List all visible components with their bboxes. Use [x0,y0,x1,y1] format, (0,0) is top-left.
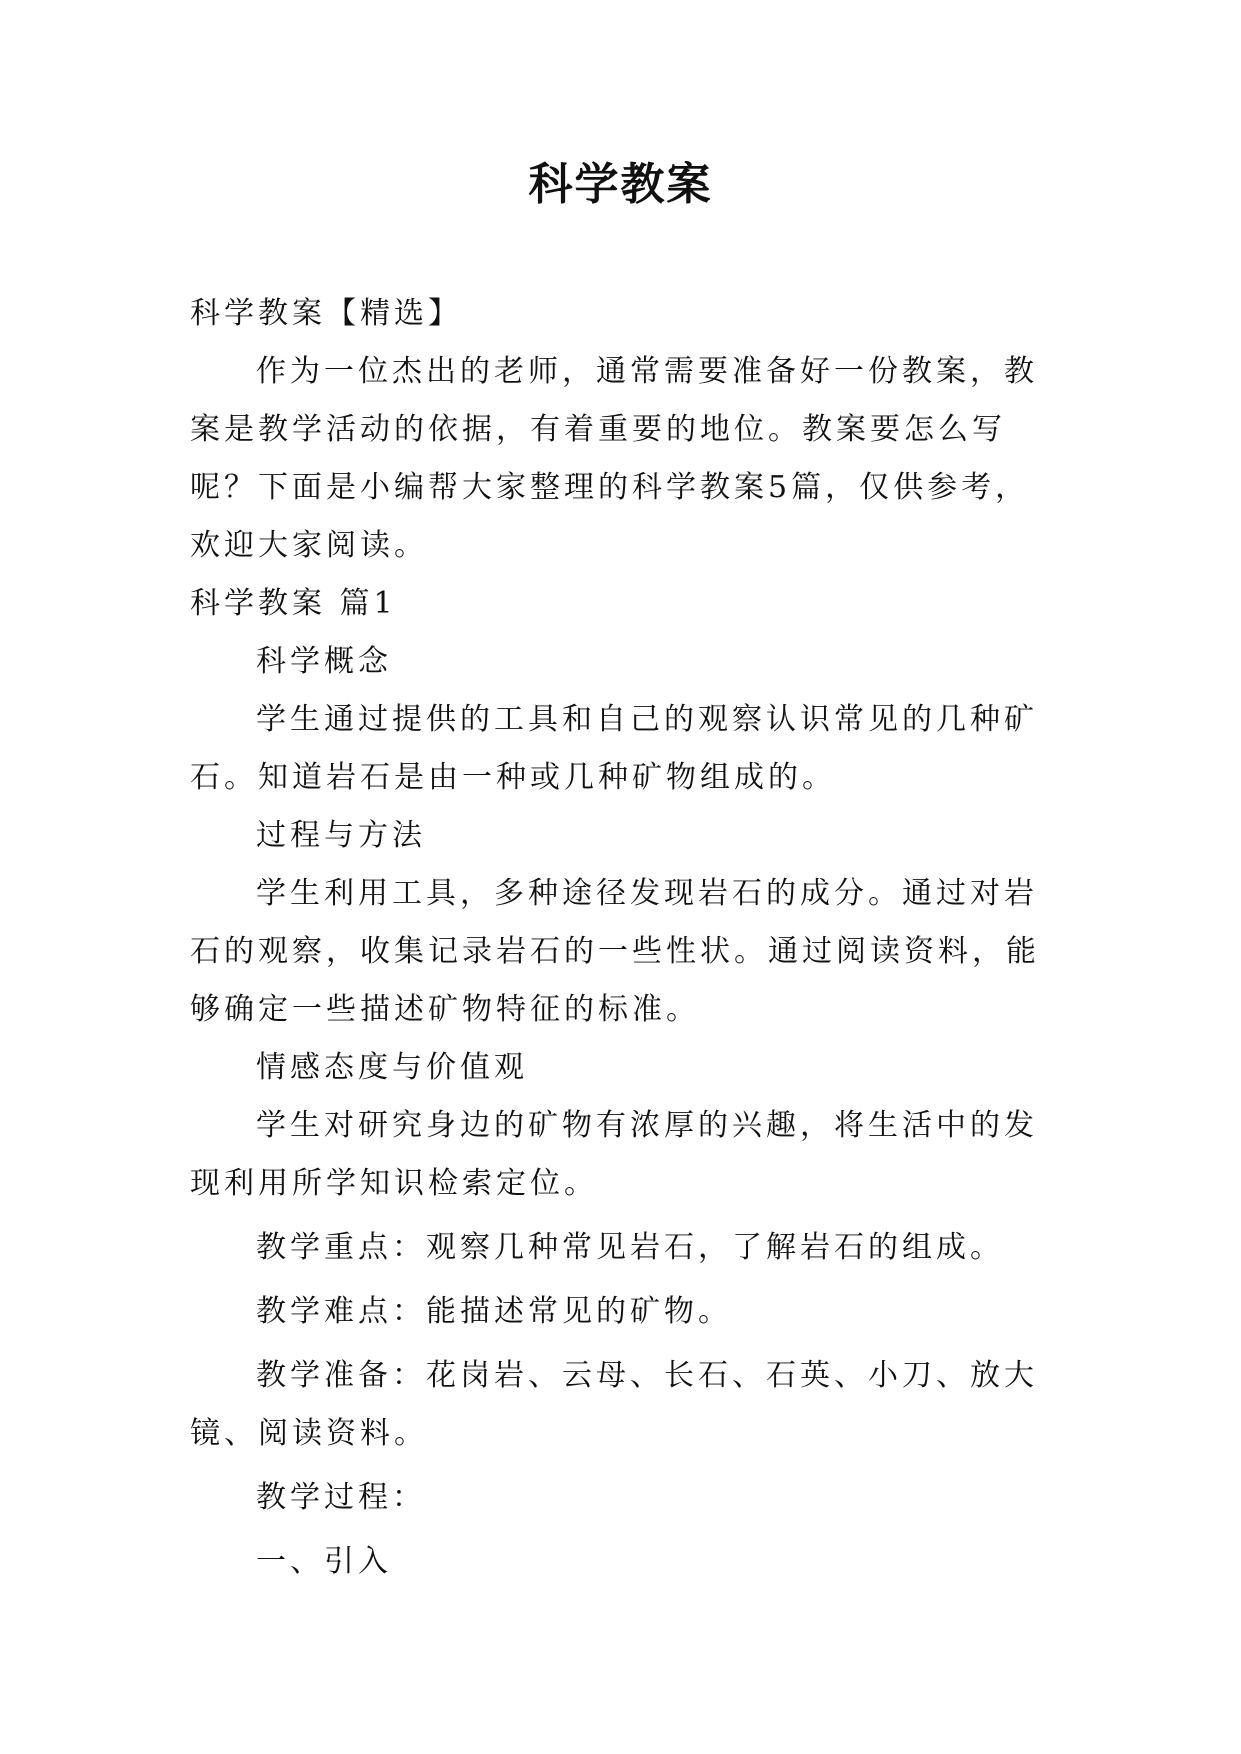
attitude-paragraph: 学生对研究身边的矿物有浓厚的兴趣，将生活中的发现利用所学知识检索定位。 [190,1108,1038,1201]
document-body [190,285,1050,1591]
preparation-paragraph: 教学准备：花岗岩、云母、长石、石英、小刀、放大镜、阅读资料。 [190,1358,1038,1451]
step-one: 一、引入 [256,1544,392,1579]
process-paragraph: 学生利用工具，多种途径发现岩石的成分。通过对岩石的观察，收集记录岩石的一些性状。通过阅读资料，能够确定一些描述矿物特征的标准。 [190,876,1040,1027]
concept-heading: 科学概念 [256,644,392,679]
process-heading: 过程与方法 [256,818,426,853]
difficulty-point: 教学难点：能描述常见的矿物。 [256,1294,732,1329]
document-title: 科学教案 [528,159,713,210]
concept-paragraph: 学生通过提供的工具和自己的观察认识常见的几种矿石。知道岩石是由一种或几种矿物组成的。 [190,702,1038,795]
intro-paragraph: 作为一位杰出的老师，通常需要准备好一份教案，教案是教学活动的依据，有着重要的地位。教案要怎么写呢？下面是小编帮大家整理的科学教案5篇，仅供参考，欢迎大家阅读。 [190,354,1038,563]
doc-subtitle: 科学教案【精选】 [190,296,462,331]
process-title: 教学过程： [256,1480,426,1515]
attitude-heading: 情感态度与价值观 [256,1050,528,1085]
key-point: 教学重点：观察几种常见岩石，了解岩石的组成。 [256,1230,1004,1265]
section-heading: 科学教案 篇1 [190,586,397,621]
